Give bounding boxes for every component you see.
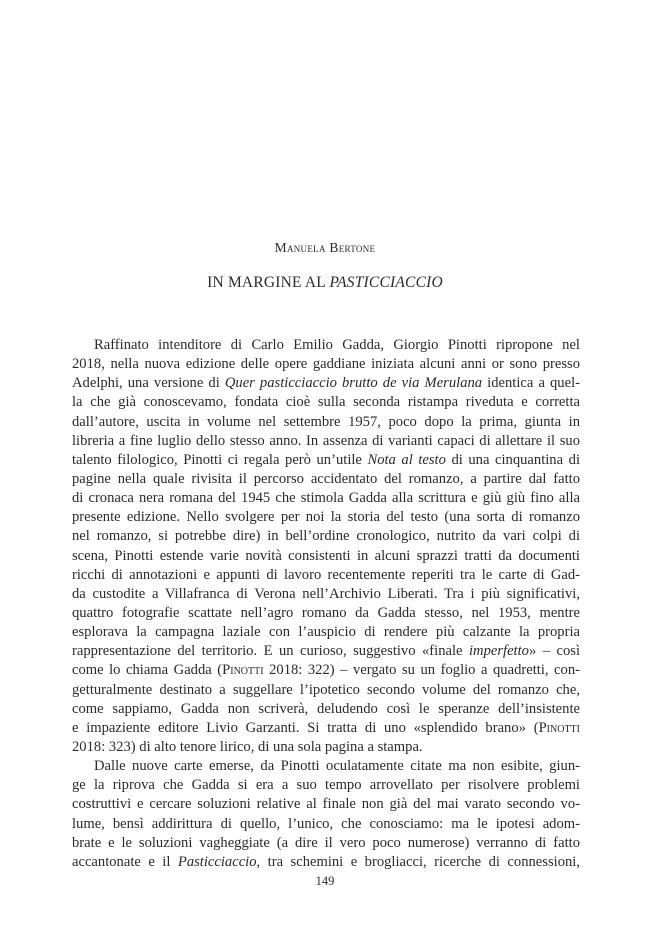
text-line: come sappiamo, Gadda non scriverà, deludendo così le speranze dell’insistente bbox=[72, 700, 580, 717]
article-author: Manuela Bertone bbox=[274, 240, 376, 255]
text-line: rappresentazione del territorio. E un curioso, suggestivo «finale imperfetto» – così bbox=[72, 643, 580, 660]
italic-term: imperfetto bbox=[468, 643, 529, 660]
text-line: 2018, nella nuova edizione delle opere gaddiane iniziata alcuni anni or sono presso bbox=[72, 356, 580, 373]
text-line: presente edizione. Nello svolgere per noi la storia del testo (una sorta di romanzo bbox=[72, 509, 580, 526]
text-line: Adelphi, una versione di Quer pasticciaccio brutto de via Merulana identica a quel- bbox=[72, 375, 580, 392]
book-title: Quer pasticciaccio brutto de via Merulana bbox=[224, 375, 483, 392]
text-line: di cronaca nera romana del 1945 che stimola Gadda alla scrittura e giù giù fino alla bbox=[72, 490, 580, 507]
text-line: quattro fotografie scattate nell’agro romano da Gadda stesso, nel 1953, mentre bbox=[72, 604, 580, 621]
text-line: come lo chiama Gadda (Pinotti 2018: 322) – vergato su un foglio a quadretti, con- bbox=[72, 662, 580, 679]
book-title: Pasticciaccio bbox=[177, 853, 257, 870]
text-line: da custodite a Villafranca di Verona nell’Archivio Liberati. Tra i più significativi, bbox=[72, 585, 580, 602]
text-line: Dalle nuove carte emerse, da Pinotti oculatamente citate ma non esibite, giun- bbox=[94, 758, 580, 775]
text-line: 2018: 323) di alto tenore lirico, di una sola pagina a stampa. bbox=[72, 738, 423, 755]
article-body bbox=[72, 336, 580, 872]
title-text: IN MARGINE AL bbox=[207, 274, 330, 291]
text-line: ge la riprova che Gadda si era a suo tempo arrovellato per risolvere problemi bbox=[72, 777, 580, 794]
text-line: pagine nella quale rivisita il percorso accidentato del romanzo, a partire dal fatto bbox=[72, 470, 580, 487]
text-line: dall’autore, uscita in volume nel settembre 1957, poco dopo la prima, giunta in bbox=[72, 413, 580, 430]
text-line: getturalmente destinato a suggellare l’ipotetico secondo volume del romanzo che, bbox=[72, 681, 580, 698]
text-line: accantonate e il Pasticciaccio, tra schemini e brogliacci, ricerche di connessioni, bbox=[72, 853, 580, 870]
text-line: lume, bensì addirittura di quello, l’unico, che conosciamo: ma le ipotesi adom- bbox=[72, 815, 580, 832]
title-italic: PASTICCIACCIO bbox=[329, 274, 443, 291]
citation-author: Pinotti bbox=[222, 662, 264, 679]
text-line: costruttivi e cercare soluzioni relative al finale non già del mai varato secondo vo- bbox=[72, 796, 580, 813]
text-line: esplorava la campagna laziale con l’auspicio di rendere più calzante la propria bbox=[72, 624, 580, 641]
italic-term: Nota al testo bbox=[367, 451, 446, 468]
text-line: ricchi di annotazioni e appunti di lavoro recentemente reperiti tra le carte di Gad- bbox=[72, 566, 580, 583]
text-line: talento filologico, Pinotti ci regala però un’utile Nota al testo di una cinquantina di bbox=[72, 451, 580, 468]
text-line: libreria a fine luglio dello stesso anno. In assenza di varianti capaci di allettare il suo bbox=[72, 432, 580, 449]
text-line: Raffinato intenditore di Carlo Emilio Gadda, Giorgio Pinotti ripropone nel bbox=[94, 337, 580, 353]
text-line: e impaziente editore Livio Garzanti. Si tratta di uno «splendido brano» (Pinotti bbox=[72, 719, 580, 736]
page-number: 149 bbox=[315, 874, 335, 888]
text-line: scena, Pinotti estende varie novità consistenti in alcuni sprazzi tratti da documenti bbox=[72, 547, 580, 564]
article-title bbox=[0, 274, 650, 292]
text-line: brate e le soluzioni vagheggiate (a dire il vero poco numerose) verranno di fatto bbox=[72, 834, 580, 851]
text-line: la che già conoscevamo, fondata cioè sulla seconda ristampa riveduta e corretta bbox=[72, 394, 580, 411]
text-line: nel romanzo, si potrebbe dire) in bell’ordine cronologico, nutrito da vari colpi di bbox=[72, 528, 580, 545]
citation-author: Pinotti bbox=[538, 719, 580, 736]
